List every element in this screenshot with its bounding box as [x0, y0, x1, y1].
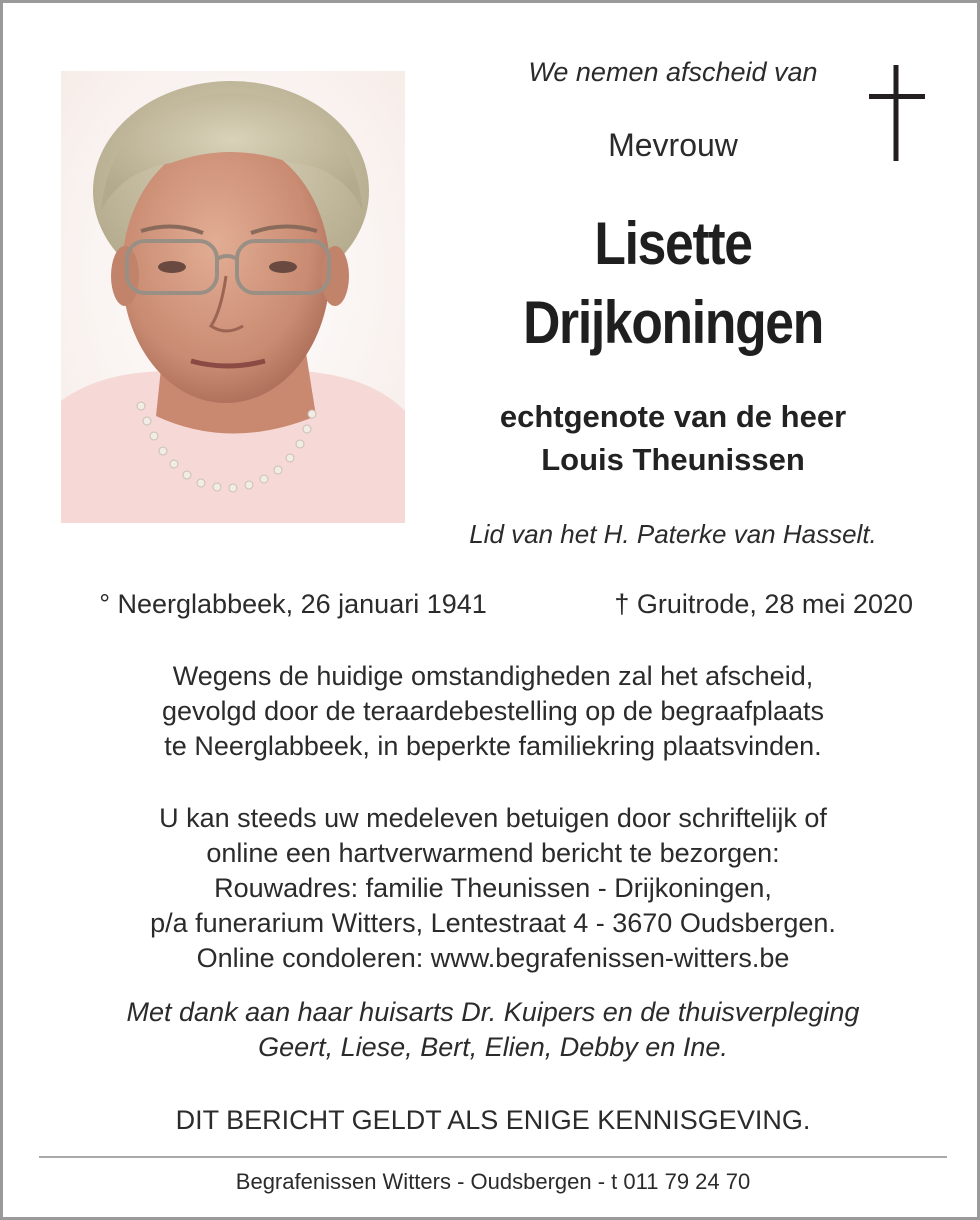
paragraph2-line: online een hartverwarmend bericht te bezorgen:: [206, 838, 780, 868]
first-name: Lisette: [594, 210, 752, 277]
portrait-illustration: [61, 71, 405, 523]
intro-text: We nemen afscheid van: [528, 57, 818, 87]
paragraph2-line: U kan steeds uw medeleven betuigen door schriftelijk of: [159, 803, 827, 833]
honorific: Mevrouw: [608, 127, 738, 163]
footer-text: Begrafenissen Witters - Oudsbergen - t 011 79 24 70: [235, 1169, 751, 1194]
birth-date: ° Neerglabbeek, 26 januari 1941: [99, 589, 487, 619]
notice-text: DIT BERICHT GELDT ALS ENIGE KENNISGEVING.: [175, 1105, 811, 1135]
paragraph1-line: te Neerglabbeek, in beperkte familiekring plaatsvinden.: [164, 731, 822, 761]
spouse-name: Louis Theunissen: [541, 442, 805, 477]
last-name: Drijkoningen: [523, 289, 823, 356]
portrait-photo: [61, 71, 405, 523]
spouse-relation: echtgenote van de heer: [499, 399, 847, 434]
paragraph1-line: gevolgd door de teraardebestelling op de begraafplaats: [162, 696, 824, 726]
condolence-website: Online condoleren: www.begrafenissen-witters.be: [196, 943, 790, 973]
thanks-line: Met dank aan haar huisarts Dr. Kuipers en de thuisverpleging: [126, 997, 860, 1027]
death-date: † Gruitrode, 28 mei 2020: [614, 589, 913, 619]
thanks-line: Geert, Liese, Bert, Elien, Debby en Ine.: [258, 1032, 728, 1062]
paragraph1-line: Wegens de huidige omstandigheden zal het afscheid,: [172, 661, 814, 691]
divider: [39, 1156, 947, 1158]
paragraph2-line: Rouwadres: familie Theunissen - Drijkoningen,: [214, 873, 772, 903]
membership-text: Lid van het H. Paterke van Hasselt.: [469, 519, 877, 549]
paragraph2-line: p/a funerarium Witters, Lentestraat 4 - 3670 Oudsbergen.: [150, 908, 836, 938]
